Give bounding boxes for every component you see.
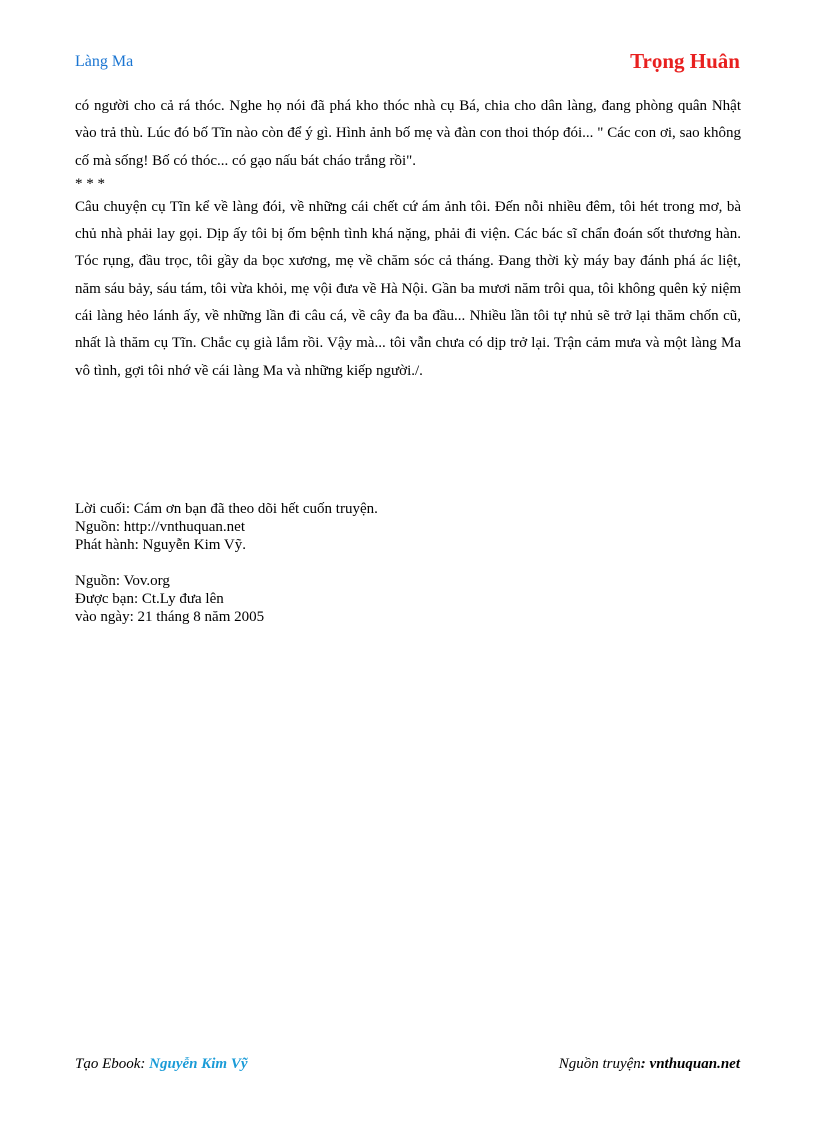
source-line-1: Nguồn: http://vnthuquan.net [75, 519, 245, 535]
paragraph-1: có người cho cả rá thóc. Nghe họ nói đã phá kho thóc nhà cụ Bá, chia cho dân làng, đang phòng quân Nhật vào trả thù. Lúc đó bố Tĩn nào còn để ý gì. Hình ảnh bố mẹ và đàn con thoi thóp đói... " Các con ơi, sao không cố mà sống! Bố có thóc... có gạo nấu bát cháo trắng rồi". [75, 98, 741, 169]
uploader-line: Được bạn: Ct.Ly đưa lên [75, 591, 224, 607]
source-site: vnthuquan.net [649, 1056, 740, 1072]
publisher-line: Phát hành: Nguyễn Kim Vỹ. [75, 537, 246, 553]
footer-ebook-credit [75, 1056, 248, 1073]
paragraph-2: Câu chuyện cụ Tĩn kể về làng đói, về những cái chết cứ ám ảnh tôi. Đến nỗi nhiều đêm, tôi hét trong mơ, bà chủ nhà phải lay gọi. Dịp ấy tôi bị ốm bệnh tình khá nặng, phải đi viện. Các bác sĩ chẩn đoán sốt thương hàn. Tóc rụng, đầu trọc, tôi gầy da bọc xương, mẹ về chăm sóc cả tháng. Đang thời kỳ máy bay đánh phá ác liệt, năm sáu bảy, sáu tám, tôi vừa khỏi, mẹ vội đưa về Hà Nội. Gần ba mươi năm trôi qua, tôi không quên kỷ niệm cái làng hẻo lánh ấy, về những lần đi câu cá, về cây đa ba đầu... Nhiều lần tôi tự nhủ sẽ trở lại thăm chốn cũ, nhất là thăm cụ Tĩn. Chắc cụ già lắm rồi. Vậy mà... tôi vẫn chưa có dịp trở lại. Trận cảm mưa và một làng Ma vô tình, gợi tôi nhớ về cái làng Ma và những kiếp người./. [75, 198, 741, 379]
final-words: Lời cuối: Cám ơn bạn đã theo dõi hết cuốn truyện. [75, 501, 378, 517]
ebook-creator: Nguyễn Kim Vỹ [149, 1056, 248, 1072]
section-separator: * * * [75, 175, 105, 192]
source-line-2: Nguồn: Vov.org [75, 573, 170, 589]
closing-notes [75, 500, 378, 626]
book-title: Làng Ma [75, 53, 134, 70]
source-label: Nguồn truyện [558, 1056, 641, 1072]
date-line: vào ngày: 21 tháng 8 năm 2005 [75, 609, 265, 625]
ebook-separator: : [140, 1056, 150, 1072]
source-separator: : [640, 1056, 650, 1072]
footer-source-credit [559, 1056, 740, 1073]
story-body [75, 93, 741, 385]
author-name: Trọng Huân [630, 49, 740, 73]
ebook-label: Tạo Ebook [75, 1056, 141, 1072]
